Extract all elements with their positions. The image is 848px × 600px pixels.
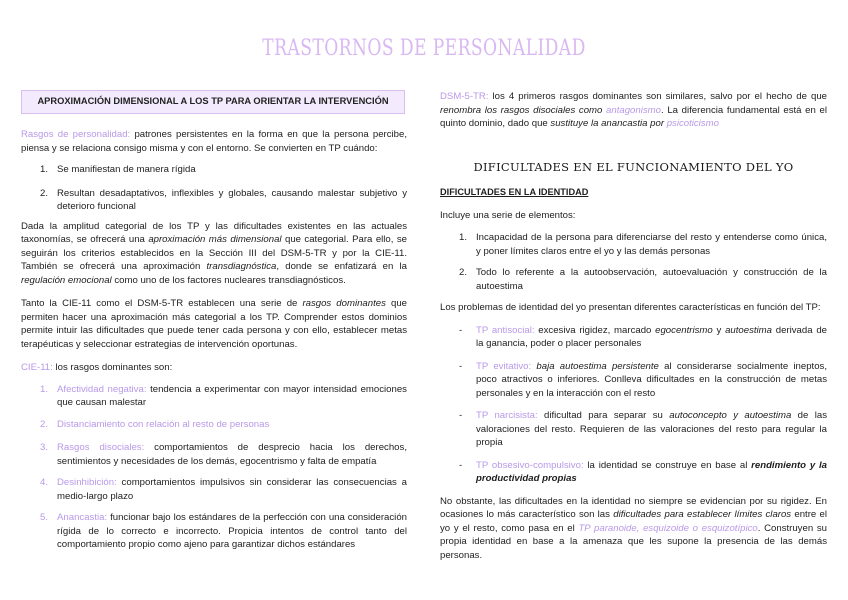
right-column (440, 90, 827, 562)
list-item: - TP obsesivo-compulsivo: la identidad se construye en base al rendimiento y la productividad propias (459, 459, 827, 484)
list-item: 2. Resultan desadaptativos, inflexibles y globales, causando malestar subjetivo y deterioro funcional (40, 187, 407, 212)
tp-list (440, 324, 827, 486)
section-title: DIFICULTADES EN EL FUNCIONAMIENTO DEL YO (473, 159, 794, 174)
paragraph-rasgos-dominantes: Tanto la CIE-11 como el DSM-5-TR establecen una serie de rasgos dominantes que permiten hacer una aproximación más categorial a los TP. Comprender estos dominios permite intuir las dificultades que puede tener cada persona y con ello, establecer metas terapéuticas y seleccionar estrategias de intervención oportunas. (21, 298, 407, 350)
elements-list (440, 231, 827, 293)
list-item: - TP antisocial: excesiva rigidez, marcado egocentrismo y autoestima derivada de la ganancia, poder o placer personales (459, 324, 827, 349)
traits-list (21, 383, 407, 552)
term-label: CIE-11: (21, 362, 53, 373)
criteria-list (21, 163, 407, 214)
list-item: 1. Se manifiestan de manera rígida (40, 164, 196, 175)
list-item: 2. Distanciamiento con relación al resto de personas (40, 418, 270, 430)
paragraph-cie: CIE-11: los rasgos dominantes son: (21, 362, 173, 373)
paragraph-aproximacion: Dada la amplitud categorial de los TP y las dificultades existentes en las actuales taxonomías, se ofrecerá una aproximación más dimensional que categorial. Para ello, se seguirán los criterios establecidos en la Sección III del DSM-5-TR y por la CIE-11. También se ofrecerá una aproximación transdiagnóstica, donde se enfatizará en la regulación emocional como uno de los factores nucleares transdiagnósticos. (21, 220, 407, 286)
paragraph-dsm: DSM-5-TR: los 4 primeros rasgos dominantes son similares, salvo por el hecho de que renombra los rasgos disociales como antagonismo. La diferencia fundamental está en el quinto dominio, dado que sustituye la anancastia por psicoticismo (440, 91, 827, 129)
paragraph-conclusion: No obstante, las dificultades en la identidad no siempre se evidencian por su rigidez. En ocasiones lo más característico son las dificultades para establecer límites claros entre el yo y el resto, como pasa en el TP paranoide, esquizoide o esquizotípico. Construyen su propia identidad en base a la amenaza que les supone la presencia de las demás personas. (440, 495, 827, 561)
list-item: 2. Todo lo referente a la autoobservación, autoevaluación y construcción de la autoestima (459, 267, 827, 292)
list-item: - TP evitativo: baja autoestima persistente al considerarse socialmente ineptos, poco atractivos o inferiores. Conlleva dificultades en la construcción de metas personales y en la interacción con el resto (459, 360, 827, 399)
paragraph-rasgos: Rasgos de personalidad: patrones persistentes en la forma en que la persona percibe, piensa y se relaciona consigo misma y con el entorno. Se convierten en TP cuándo: (21, 129, 407, 154)
section-heading-box: APROXIMACIÓN DIMENSIONAL A LOS TP PARA ORIENTAR LA INTERVENCIÓN (21, 90, 405, 114)
left-column (21, 90, 407, 552)
term-label: DSM-5-TR: (440, 91, 489, 102)
list-item: 5. Anancastia: funcionar bajo los estándares de la perfección con una consideración rígida de lo correcto e incorrecto. Propicia intentos de control tanto del comportamiento propio como ajeno para garantizar dichos estándares (40, 512, 407, 550)
list-item: 3. Rasgos disociales: comportamientos de desprecio hacia los derechos, sentimientos y necesidades de los demás, egocentrismo y falta de empatía (40, 442, 407, 467)
subsection-title: DIFICULTADES EN LA IDENTIDAD (440, 187, 589, 197)
term-label: Rasgos de personalidad: (21, 129, 131, 140)
paragraph-problems: Los problemas de identidad del yo presentan diferentes características en función del TP: (440, 302, 821, 313)
document-title: TRASTORNOS DE PERSONALIDAD (262, 36, 586, 61)
list-item: - TP narcisista: dificultad para separar su autoconcepto y autoestima de las valoraciones del resto. Requieren de las valoraciones del resto para regular la propia (459, 410, 827, 448)
list-item: 1. Afectividad negativa: tendencia a experimentar con mayor intensidad emociones que causan malestar (40, 383, 407, 408)
list-item: 4. Desinhibición: comportamientos impulsivos sin considerar las consecuencias a medio-largo plazo (40, 477, 407, 502)
list-item: 1. Incapacidad de la persona para diferenciarse del resto y entenderse como única, y poner límites claros entre el yo y las demás personas (459, 232, 827, 257)
paragraph-intro: Incluye una serie de elementos: (440, 209, 576, 221)
